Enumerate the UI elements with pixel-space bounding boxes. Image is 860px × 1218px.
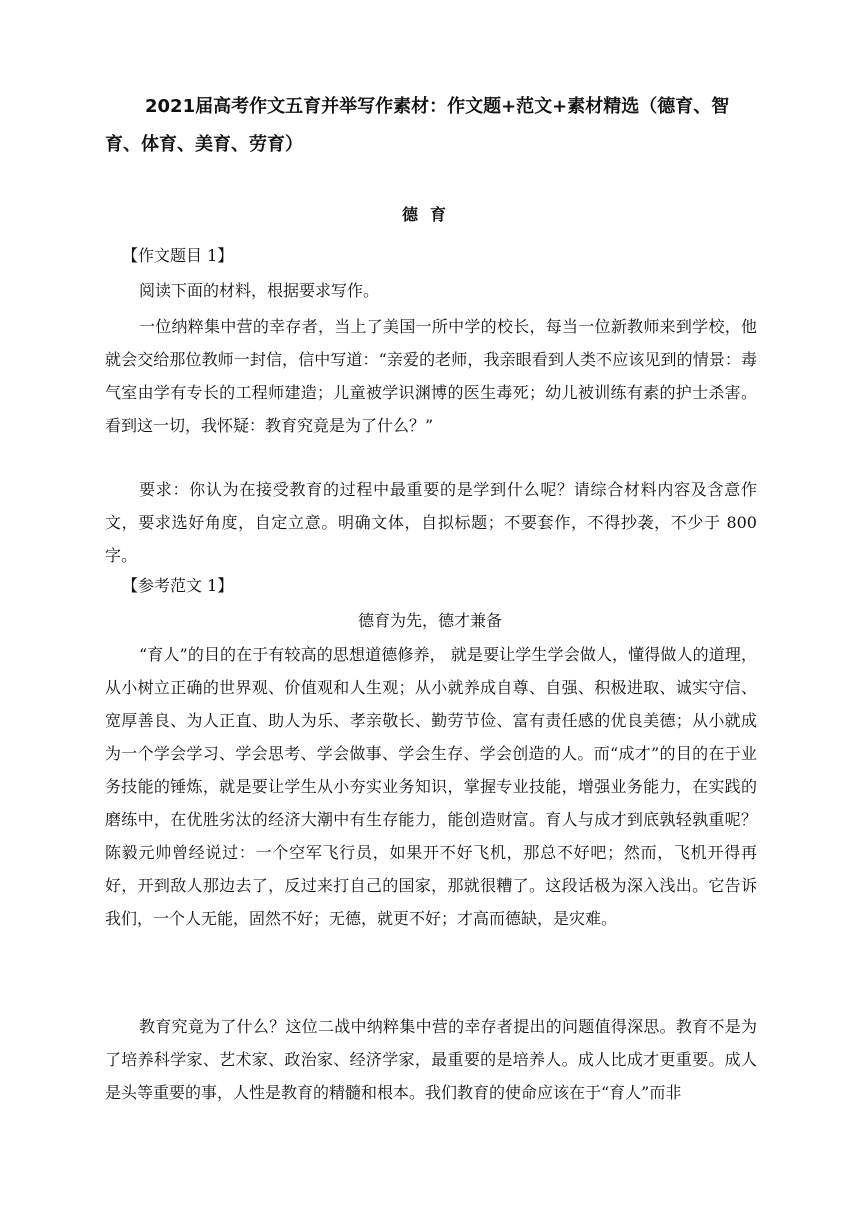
instruction-text: 阅读下面的材料，根据要求写作。 [139, 281, 380, 300]
essay-paragraph-1: “育人”的目的在于有较高的思想道德修养， 就是要让学生学会做人，懂得做人的道理，从小树立正确的世界观、价值观和人生观；从小就养成自尊、自强、积极进取、诚实守信、宽厚善良、为人正直、助人为乐、孝亲敬长、勤劳节俭、富有责任感的优良美德；从小就成为一个学会学习、学会思考、学会做事、学会生存、学会创造的人。而“成才”的目的在于业务技能的锤炼，就是要让学生从小夯实业务知识，掌握专业技能，增强业务能力，在实践的磨练中，在优胜劣汰的经济大潮中有生存能力，能创造财富。育人与成才到底孰轻孰重呢？陈毅元帅曾经说过：一个空军飞行员，如果开不好飞机，那总不好吧；然而，飞机开得再好，开到敌人那边去了，反过来打自己的国家，那就很糟了。这段话极为深入浅出。它告诉我们，一个人无能，固然不好；无德，就更不好；才高而德缺，是灾难。 [105, 645, 757, 928]
sample-essay-label: 【参考范文 1】 [122, 576, 234, 595]
document-title: 2021届高考作文五育并举写作素材：作文题+范文+素材精选（德育、智育、体育、美育、劳育） [105, 96, 730, 155]
requirement-paragraph: 要求：你认为在接受教育的过程中最重要的是学到什么呢？请综合材料内容及含意作文，要求选好角度，自定立意。明确文体，自拟标题；不要套作，不得抄袭，不少于 800 字。 [105, 480, 757, 565]
essay-paragraph-2: 教育究竟为了什么？这位二战中纳粹集中营的幸存者提出的问题值得深思。教育不是为了培养科学家、艺术家、政治家、经济学家，最重要的是培养人。成人比成才更重要。成人是头等重要的事，人性是教育的精髓和根本。我们教育的使命应该在于“育人”而非 [105, 1017, 757, 1102]
section-heading: 德育 [401, 205, 458, 224]
prompt-label: 【作文题目 1】 [122, 246, 234, 265]
essay-title: 德育为先，德才兼备 [357, 611, 502, 630]
material-paragraph: 一位纳粹集中营的幸存者，当上了美国一所中学的校长，每当一位新教师来到学校，他就会交给那位教师一封信，信中写道：“亲爱的老师，我亲眼看到人类不应该见到的情景：毒气室由学有专长的工程师建造；儿童被学识渊博的医生毒死；幼儿被训练有素的护士杀害。看到这一切，我怀疑：教育究竟是为了什么？” [105, 317, 757, 435]
